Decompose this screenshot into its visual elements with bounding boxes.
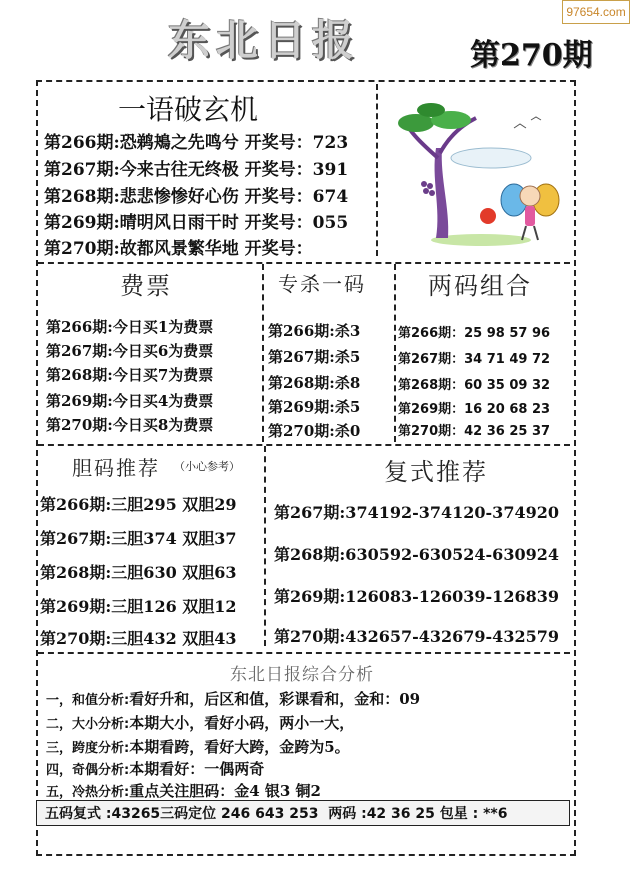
divider-riddle (376, 84, 378, 256)
divider-kill-combo (394, 264, 396, 442)
riddle-row: 第266期:恐鹈鴂之先鸣兮 开奖号：723 (44, 133, 349, 153)
divider-band2-top (38, 262, 570, 264)
summary-text: 重点关注胆码：金4 银3 铜2 (129, 782, 321, 800)
summary-text: 本期大小，看好小码，两小一大， (129, 714, 355, 732)
summary-label: 四，奇偶分析: (46, 763, 130, 778)
summary-label: 一，和值分析: (46, 693, 130, 708)
riddle-row: 第269期:晴明风日雨干时 开奖号：055 (44, 213, 349, 233)
riddle-row: 第270期:故都风景繁华地 开奖号： (44, 239, 313, 259)
site-watermark: 97654.com (562, 0, 630, 24)
summary-row (46, 736, 350, 757)
kill-title: 专杀一码 (278, 272, 366, 296)
fushi-row: 第267期:374192-374120-374920 (274, 503, 559, 522)
riddle-title: 一语破玄机 (118, 93, 259, 126)
kill-row: 第269期:杀5 (268, 398, 361, 416)
kill-row: 第268期:杀8 (268, 374, 361, 392)
dan-row: 第267期:三胆374 双胆37 (40, 529, 237, 548)
kill-row: 第267期:杀5 (268, 348, 361, 366)
fei-row: 第266期:今日买1为费票 (46, 318, 214, 336)
butterfly-illustration (500, 178, 560, 244)
dan-note: （小心参考） (174, 460, 240, 473)
fei-row: 第267期:今日买6为费票 (46, 342, 214, 360)
divider-band3-top (38, 444, 570, 446)
dan-title: 胆码推荐 (72, 456, 160, 480)
summary-row (46, 712, 354, 733)
fei-title: 费票 (120, 272, 172, 300)
divider-fei-kill (262, 264, 264, 442)
fei-row: 第268期:今日买7为费票 (46, 366, 214, 384)
summary-text: 看好升和，后区和值，彩课看和，金和：09 (129, 690, 421, 708)
combo-row: 第266期：25 98 57 96 (398, 326, 551, 341)
combo-title: 两码组合 (428, 272, 532, 300)
combo-row: 第269期：16 20 68 23 (398, 402, 551, 417)
fushi-row: 第269期:126083-126039-126839 (274, 587, 559, 606)
summary-text: 本期看跨，看好大跨，金跨为5。 (129, 738, 350, 756)
fushi-row: 第270期:432657-432679-432579 (274, 627, 559, 646)
dan-row: 第268期:三胆630 双胆63 (40, 563, 237, 582)
riddle-row: 第268期:悲悲惨惨好心伤 开奖号：674 (44, 187, 349, 207)
divider-summary-top (38, 652, 570, 654)
fushi-title: 复式推荐 (384, 458, 488, 486)
fei-row: 第270期:今日买8为费票 (46, 416, 214, 434)
issue-number: 第270期 (470, 38, 593, 73)
masthead-title: 东北日报 (168, 16, 361, 65)
summary-row (46, 688, 420, 709)
dan-row: 第270期:三胆432 双胆43 (40, 629, 237, 648)
fei-row: 第269期:今日买4为费票 (46, 392, 214, 410)
dan-row: 第269期:三胆126 双胆12 (40, 597, 237, 616)
combo-row: 第270期：42 36 25 37 (398, 424, 551, 439)
combo-row: 第268期：60 35 09 32 (398, 378, 551, 393)
kill-row: 第270期:杀0 (268, 422, 361, 440)
fushi-row: 第268期:630592-630524-630924 (274, 545, 559, 564)
dan-row: 第266期:三胆295 双胆29 (40, 495, 237, 514)
summary-title: 东北日报综合分析 (230, 665, 374, 685)
summary-label: 二，大小分析: (46, 717, 130, 732)
summary-label: 五，冷热分析: (46, 785, 130, 800)
riddle-row: 第267期:今来古往无终极 开奖号：391 (44, 160, 349, 180)
summary-bottom-bar: 五码复式 :43265三码定位 246 643 253 两码 :42 36 25 包星 : **6 (36, 800, 570, 826)
summary-row (46, 780, 321, 801)
combo-row: 第267期：34 71 49 72 (398, 352, 551, 367)
summary-text: 本期看好：一偶两奇 (129, 760, 265, 778)
divider-dan-fushi (264, 446, 266, 646)
kill-row: 第266期:杀3 (268, 322, 361, 340)
summary-label: 三，跨度分析: (46, 741, 130, 756)
summary-row (46, 758, 264, 779)
